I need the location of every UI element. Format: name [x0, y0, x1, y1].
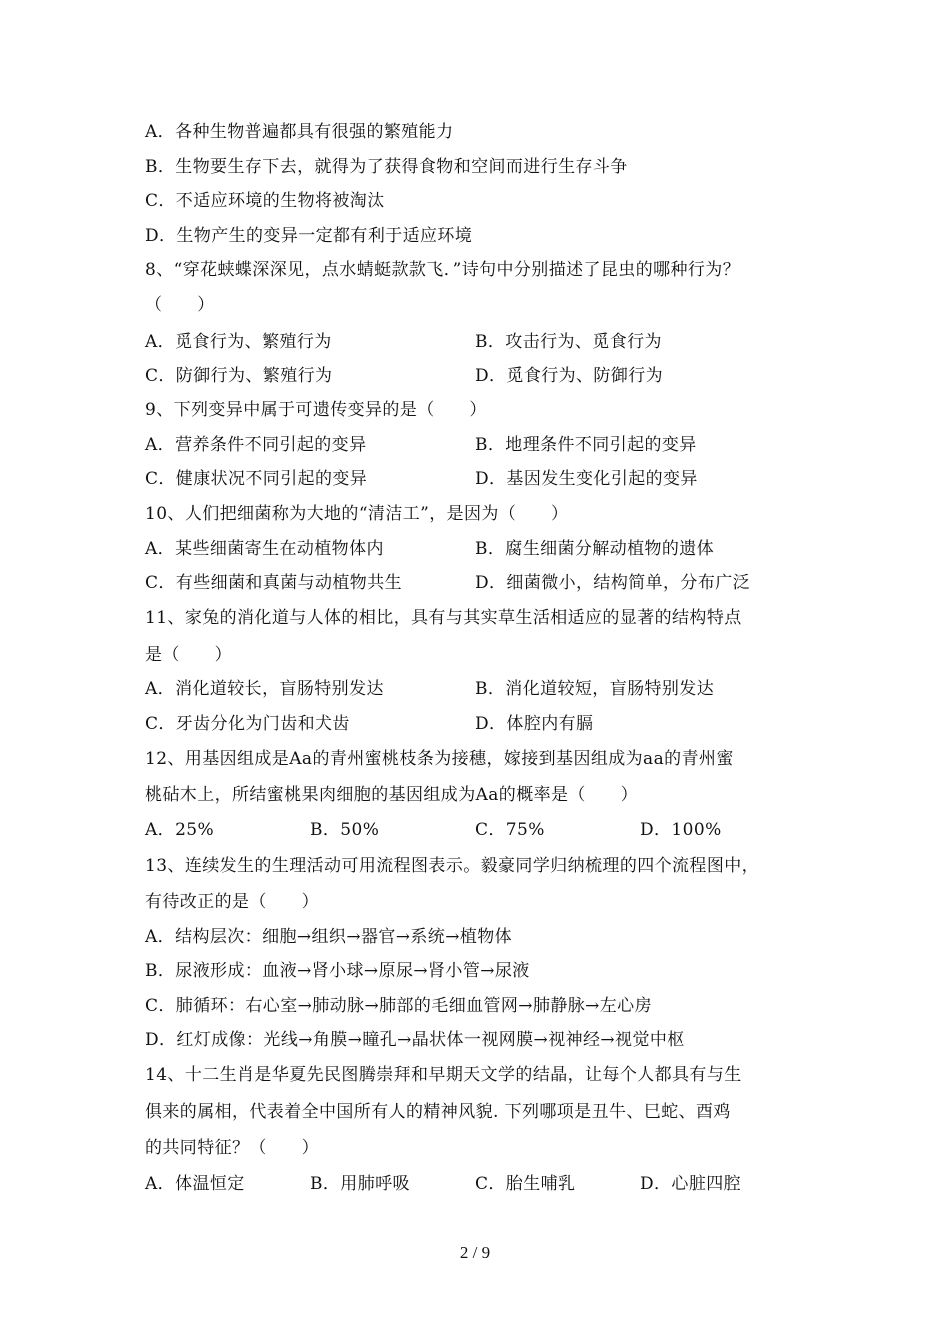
q8-option-a: A．觅食行为、繁殖行为 — [145, 332, 332, 352]
q9-option-c: C．健康状况不同引起的变异 — [145, 469, 368, 489]
q14-stem-line3: 的共同特征？（ ） — [145, 1138, 319, 1158]
q11-option-c: C．牙齿分化为门齿和犬齿 — [145, 714, 350, 734]
q7-option-b: B．生物要生存下去，就得为了获得食物和空间而进行生存斗争 — [145, 157, 628, 177]
q9-option-a: A．营养条件不同引起的变异 — [145, 435, 367, 455]
q10-option-c: C．有些细菌和真菌与动植物共生 — [145, 573, 403, 593]
q8-option-c: C．防御行为、繁殖行为 — [145, 366, 333, 386]
q8-stem-line2: （ ） — [145, 295, 215, 315]
q13-stem-line1: 13、连续发生的生理活动可用流程图表示。毅豪同学归纳梳理的四个流程图中， — [145, 856, 760, 876]
q10-option-b: B．腐生细菌分解动植物的遗体 — [475, 539, 715, 559]
q13-option-d: D．红灯成像：光线→角膜→瞳孔→晶状体一视网膜→视神经→视觉中枢 — [145, 1030, 685, 1050]
q10-option-a: A．某些细菌寄生在动植物体内 — [145, 539, 384, 559]
q8-option-d: D．觅食行为、防御行为 — [475, 366, 664, 386]
q13-option-b: B．尿液形成：血液→肾小球→原尿→肾小管→尿液 — [145, 961, 530, 981]
q10-option-d: D．细菌微小，结构简单，分布广泛 — [475, 573, 751, 593]
q12-stem-line2: 桃砧木上，所结蜜桃果肉细胞的基因组成为Aa的概率是（ ） — [145, 785, 639, 805]
q10-stem: 10、人们把细菌称为大地的“清洁工”，是因为（ ） — [145, 504, 569, 524]
q11-stem-line1: 11、家兔的消化道与人体的相比，具有与其实草生活相适应的显著的结构特点 — [145, 608, 742, 628]
q9-stem: 9、下列变异中属于可遗传变异的是（ ） — [145, 400, 487, 420]
q13-option-a: A．结构层次：细胞→组织→器官→系统→植物体 — [145, 927, 513, 947]
q14-stem-line1: 14、十二生肖是华夏先民图腾崇拜和早期天文学的结晶，让每个人都具有与生 — [145, 1065, 742, 1085]
q14-option-b: B．用肺呼吸 — [310, 1174, 410, 1194]
q12-option-d: D．100% — [640, 820, 722, 840]
q12-option-a: A．25% — [145, 820, 215, 840]
q11-option-d: D．体腔内有膈 — [475, 714, 594, 734]
q12-option-b: B．50% — [310, 820, 380, 840]
q9-option-d: D．基因发生变化引起的变异 — [475, 469, 698, 489]
q13-stem-line2: 有待改正的是（ ） — [145, 892, 319, 912]
q12-option-c: C．75% — [475, 820, 545, 840]
q12-stem-line1: 12、用基因组成是Aa的青州蜜桃枝条为接穗，嫁接到基因组成为aa的青州蜜 — [145, 749, 734, 769]
q11-stem-line2: 是（ ） — [145, 645, 232, 665]
q9-option-b: B．地理条件不同引起的变异 — [475, 435, 697, 455]
q7-option-c: C．不适应环境的生物将被淘汰 — [145, 191, 385, 211]
q8-option-b: B．攻击行为、觅食行为 — [475, 332, 662, 352]
q14-option-a: A．体温恒定 — [145, 1174, 245, 1194]
q14-option-c: C．胎生哺乳 — [475, 1174, 576, 1194]
q14-stem-line2: 俱来的属相，代表着全中国所有人的精神风貌. 下列哪项是丑牛、巳蛇、酉鸡 — [145, 1102, 731, 1122]
q11-option-a: A．消化道较长，盲肠特别发达 — [145, 679, 384, 699]
q14-option-d: D．心脏四腔 — [640, 1174, 742, 1194]
q8-stem-line1: 8、“穿花蛱蝶深深见，点水蜻蜓款款飞．”诗句中分别描述了昆虫的哪种行为？ — [145, 260, 741, 280]
q13-option-c: C．肺循环：右心室→肺动脉→肺部的毛细血管网→肺静脉→左心房 — [145, 996, 652, 1016]
q11-option-b: B．消化道较短，盲肠特别发达 — [475, 679, 715, 699]
q7-option-a: A．各种生物普遍都具有很强的繁殖能力 — [145, 122, 454, 142]
page-number: 2 / 9 — [459, 1243, 491, 1262]
q7-option-d: D．生物产生的变异一定都有利于适应环境 — [145, 226, 473, 246]
